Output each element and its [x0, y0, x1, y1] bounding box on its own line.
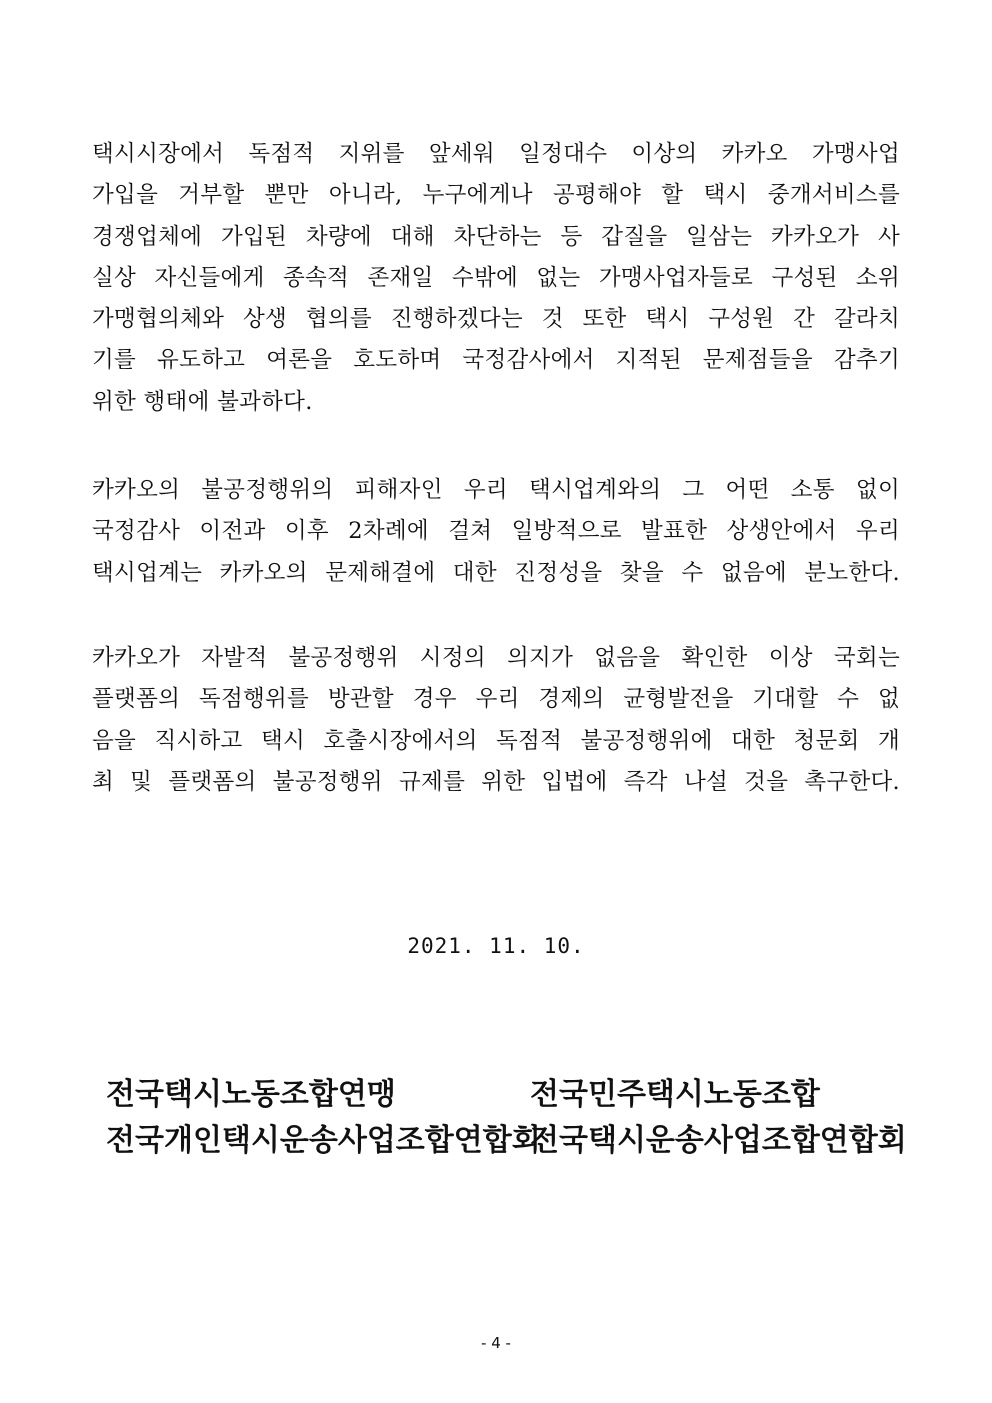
- paragraph-line: 택시시장에서 독점적 지위를 앞세워 일정대수 이상의 카카오 가맹사업: [92, 141, 900, 167]
- page-number: - 4 -: [481, 1334, 511, 1352]
- paragraph-1: [92, 134, 900, 423]
- paragraph-line: 플랫폼의 독점행위를 방관할 경우 우리 경제의 균형발전을 기대할 수 없: [92, 686, 900, 713]
- paragraph-line: 카카오의 불공정행위의 피해자인 우리 택시업계와의 그 어떤 소통 없이: [92, 477, 900, 503]
- org-right-bottom: 전국택시운송사업조합연합회: [530, 1123, 907, 1158]
- paragraph-line: 경쟁업체에 가입된 차량에 대해 차단하는 등 갑질을 일삼는 카카오가 사: [92, 223, 900, 250]
- org-left-top: 전국택시노동조합연맹: [106, 1077, 396, 1112]
- paragraph-3: [92, 638, 900, 803]
- paragraph-2: [92, 470, 900, 594]
- paragraph-line: 택시업계는 카카오의 문제해결에 대한 진정성을 찾을 수 없음에 분노한다.: [92, 559, 900, 586]
- paragraph-line: 가입을 거부할 뿐만 아니라, 누구에게나 공평해야 할 택시 중개서비스를: [92, 182, 900, 209]
- paragraph-line: 국정감사 이전과 이후 2차례에 걸쳐 일방적으로 발표한 상생안에서 우리: [92, 518, 900, 545]
- paragraph-line: 음을 직시하고 택시 호출시장에서의 독점적 불공정행위에 대한 청문회 개: [92, 727, 900, 754]
- paragraph-line: 최 및 플랫폼의 불공정행위 규제를 위한 입법에 즉각 나설 것을 촉구한다.: [92, 768, 900, 795]
- document-date: 2021. 11. 10.: [407, 934, 585, 958]
- paragraph-line: 위한 행태에 불과하다.: [92, 388, 313, 415]
- org-right-top: 전국민주택시노동조합: [530, 1077, 820, 1112]
- paragraph-line: 가맹협의체와 상생 협의를 진행하겠다는 것 또한 택시 구성원 간 갈라치: [92, 306, 900, 333]
- paragraph-line: 실상 자신들에게 종속적 존재일 수밖에 없는 가맹사업자들로 구성된 소위: [92, 264, 900, 291]
- org-left-bottom: 전국개인택시운송사업조합연합회: [106, 1123, 541, 1158]
- paragraph-line: 기를 유도하고 여론을 호도하며 국정감사에서 지적된 문제점들을 감추기: [92, 347, 900, 374]
- paragraph-line: 카카오가 자발적 불공정행위 시정의 의지가 없음을 확인한 이상 국회는: [92, 645, 900, 671]
